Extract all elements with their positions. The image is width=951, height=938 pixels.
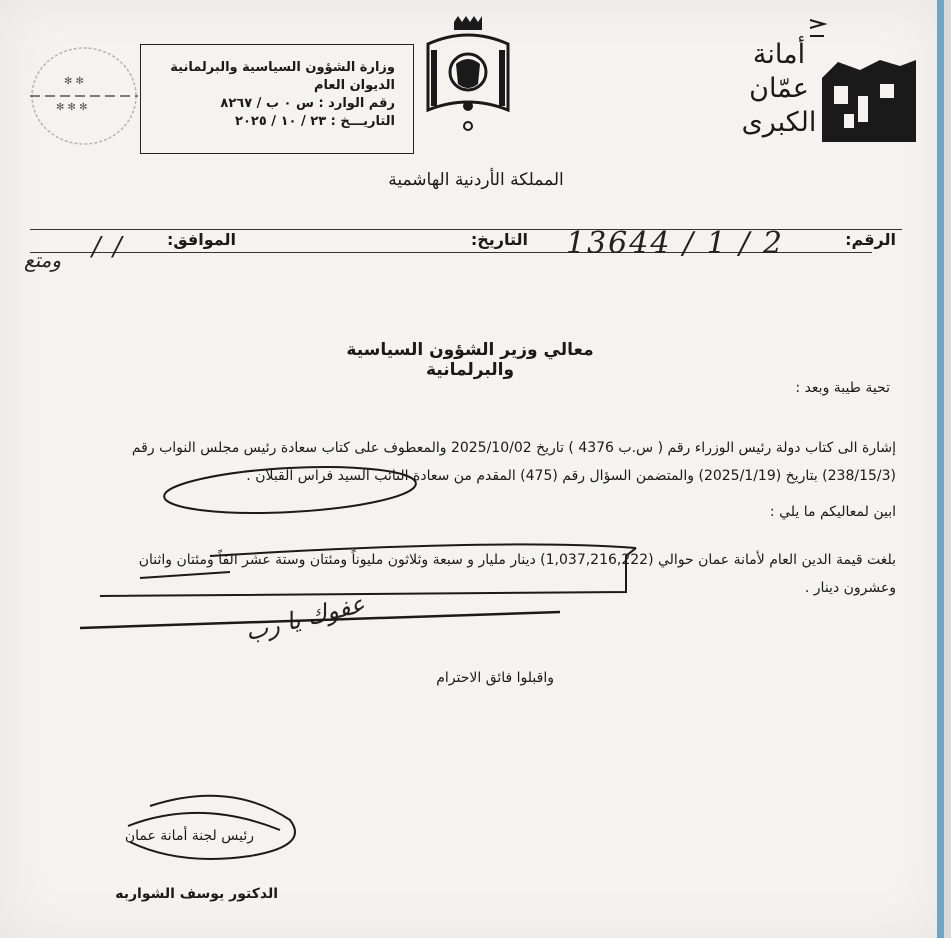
paragraph-reference [36,434,896,490]
kingdom-heading: المملكة الأردنية الهاشمية [388,170,564,190]
royal-crest-icon [418,14,518,144]
paragraph-debt-value [36,546,896,602]
handwritten-margin-scrawl: ومتع [24,248,62,272]
logo-small-mark-icon [806,16,828,40]
letter-addressee: معالي وزير الشؤون السياسية والبرلمانية [346,340,594,380]
registration-stamp [140,44,414,154]
handwritten-reference-number: 13644 / 1 / 2 [566,226,784,261]
amman-logo-text [734,38,824,140]
logo-line-1: أمانة [752,39,806,70]
date-label: التاريخ: [470,230,528,249]
letter-greeting: تحية طيبة وبعد : [795,380,890,396]
faded-seal-icon [28,44,140,148]
svg-text:✻ ✻: ✻ ✻ [64,76,84,87]
logo-line-3: الكبرى [741,107,817,138]
corresponding-label: الموافق: [166,230,236,249]
stamp-ministry: وزارة الشؤون السياسية والبرلمانية [170,60,395,75]
paragraph-reference-line-2: (238/15/3) بتاريخ (2025/1/19) والمتضمن السؤال رقم (475) المقدم من سعادة النائب السيد فراس القبلان . [246,468,896,484]
number-label: الرقم: [845,230,896,249]
logo-line-2: عمّان [749,73,809,104]
paragraph-debt-line-1: بلغت قيمة الدين العام لأمانة عمان حوالي (1,037,216,222) دينار مليار و سبعة وثلاثون مليوناً ومئتان وستة عشر الفاً ومئتان واثنان [138,552,896,568]
stamp-department: الديوان العام [313,78,395,93]
amman-logo-mark [820,56,940,146]
signature-name: الدكتور يوسف الشواربه [115,886,278,902]
stamp-date: التاريـــخ : ٢٣ / ١٠ / ٢٠٢٥ [235,114,395,129]
paragraph-reference-line-1: إشارة الى كتاب دولة رئيس الوزراء رقم ( س.ب 4376 ) تاريخ 2025/10/02 والمعطوف على كتاب سعادة رئيس مجلس النواب رقم [131,440,896,456]
letter-closing: واقبلوا فائق الاحترام [436,670,554,686]
stamp-incoming-number: رقم الوارد : س ٠ ب / ٨٢٦٧ [220,96,395,111]
handwritten-note: عفوك يا رب [242,589,368,647]
svg-text:✻ ✻ ✻: ✻ ✻ ✻ [56,102,88,113]
paragraph-intro: ابين لمعاليكم ما يلي : [769,504,896,520]
signature-title: رئيس لجنة أمانة عمان [124,828,254,844]
handwritten-corresponding-date: / / [92,232,124,262]
paragraph-debt-line-2: وعشرون دينار . [804,580,896,596]
